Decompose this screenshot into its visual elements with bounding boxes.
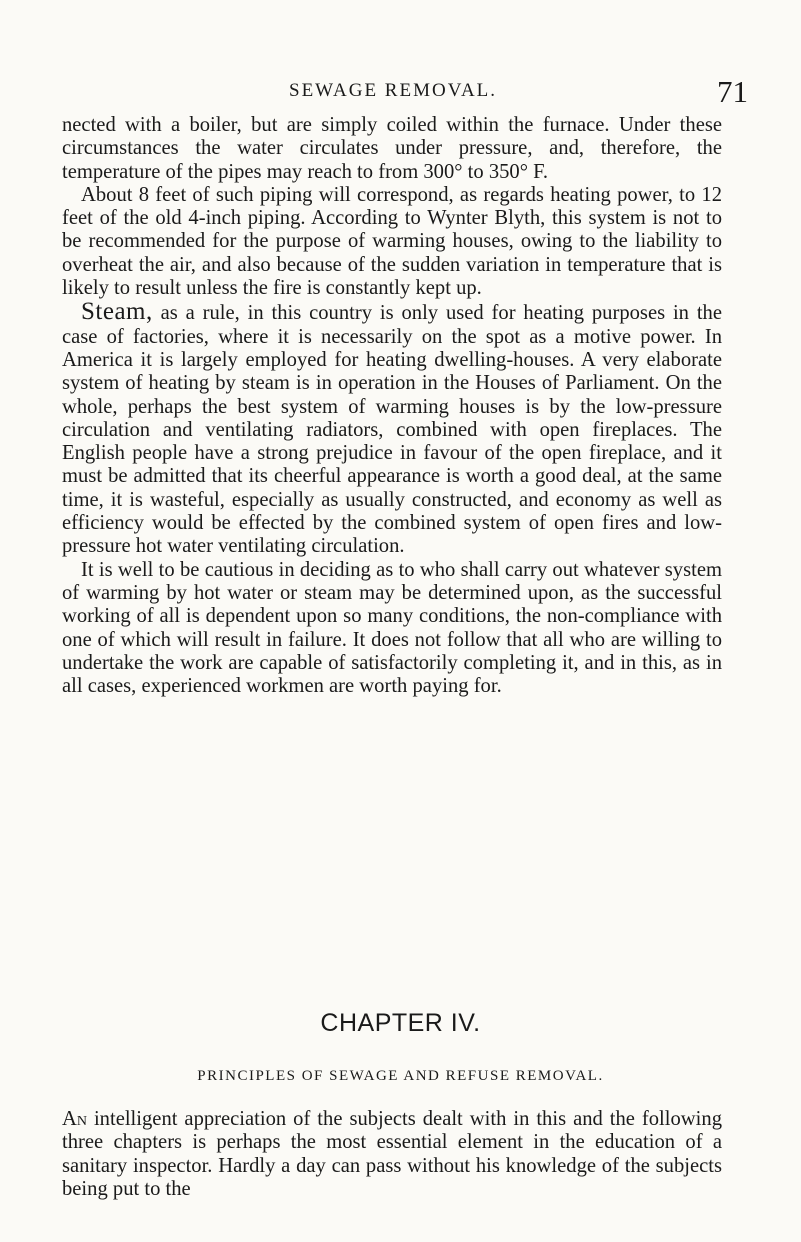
chapter-opening-text: intelligent appreciation of the subjects dealt with in this and the following three chapters is perhaps the most essential element in the education of a sanitary inspector. Hardly a day can pass without his knowledge of the subjects being put to the — [62, 1108, 722, 1200]
paragraph-hot-water-piping: About 8 feet of such piping will correspond, as regards heating power, to 12 feet of the old 4-inch piping. According to Wynter Blyth, this system is not to be recommended for the purpose of warming houses, owing to the liability to overheat the air, and also because of the sudden variation in temperature that is likely to result unless the fire is constantly kept up. — [62, 183, 722, 300]
body-text — [62, 114, 722, 698]
paragraph-continuation: nected with a boiler, but are simply coiled within the furnace. Under these circumstances the water circulates under pressure, and, therefore, the temperature of the pipes may reach to from 300° to 350° F. — [62, 114, 722, 183]
paragraph-lead-word: Steam, — [81, 298, 153, 326]
chapter-subtitle: PRINCIPLES OF SEWAGE AND REFUSE REMOVAL. — [197, 1068, 604, 1084]
page-number: 71 — [717, 74, 748, 109]
paragraph-caution: It is well to be cautious in deciding as to who shall carry out whatever system of warming by hot water or steam may be determined upon, as the successful working of all is dependent upon so many conditions, the non-compliance with one of which will result in failure. It does not follow that all who are willing to undertake the work are capable of satisfactorily completing it, and in this, as in all cases, experienced workmen are worth paying for. — [62, 558, 722, 698]
running-title: SEWAGE REMOVAL. — [289, 80, 498, 101]
paragraph-steam-text: as a rule, in this country is only used for heating purposes in the case of factories, where it is necessarily on the spot as a motive power. In America it is largely employed for heating dwelling-houses. A very elaborate system of heating by steam is in operation in the Houses of Parliament. On the whole, perhaps the best system of warming houses is by the low-pressure circulation and ventilating radiators, combined with open fireplaces. The English people have a strong prejudice in favour of the open fireplace, and it must be admitted that its cheerful appearance is worth a good deal, at the same time, it is wasteful, especially as usually constructed, and economy as well as efficiency would be effected by the combined system of open fires and low-pressure hot water ventilating circulation. — [62, 302, 722, 558]
paragraph-chapter-opening — [62, 1108, 722, 1201]
chapter-title: CHAPTER IV. — [320, 1009, 481, 1037]
running-head — [0, 74, 801, 109]
paragraph-steam — [62, 300, 722, 558]
chapter-body-text — [62, 1108, 722, 1201]
chapter-lead-word: An — [62, 1108, 87, 1130]
